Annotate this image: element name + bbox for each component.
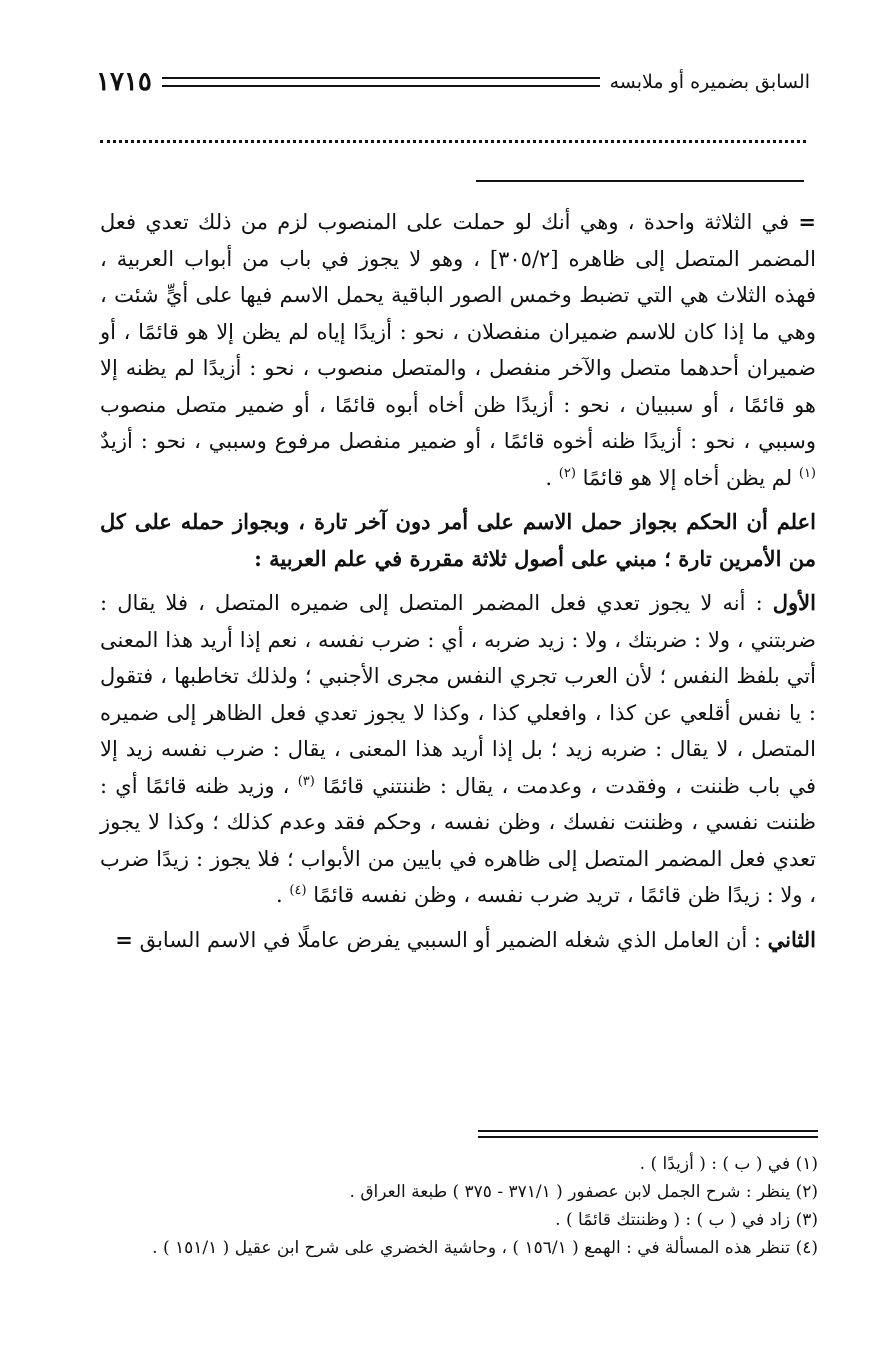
paragraph-1-end: .	[545, 465, 553, 490]
paragraph-principles	[100, 504, 816, 577]
main-text	[100, 204, 816, 958]
paragraph-1-tail: لم يظن أخاه إلا هو قائمًا	[582, 465, 793, 490]
paragraph-second-principle	[100, 922, 816, 959]
running-title: السابق بضميره أو ملابسه	[609, 71, 810, 93]
page-number: ١٧١٥	[96, 67, 152, 97]
paragraph-3-end: .	[276, 883, 283, 907]
footnote-3: (٣) زاد في ( ب ) : ( وظننتك قائمًا ) .	[555, 1210, 818, 1230]
paragraph-first-principle	[100, 585, 816, 914]
paragraph-4-text: : أن العامل الذي شغله الضمير أو السببي يفرض عاملًا في الاسم السابق	[139, 927, 761, 952]
paragraph-3-text: : أنه لا يجوز تعدي فعل المضمر المتصل إلى ضميره المتصل ، فلا يقال : ضربتني ، ولا : ضربتك ، ولا : زيد ضربه ، أي : ضرب نفسه ، نعم إذا أريد هذا المعنى أتي بلفظ النفس ؛ لأن العرب تجري النفس مجرى الأجنبي ؛ ولذلك تخاطبها ، فتقول : يا نفس أقلعي عن كذا ، وافعلي كذا ، وكذا لا يجوز تعدي فعل الظاهر إلى ضميره المتصل ، لا يقال : ضربه زيد ؛ بل إذا أريد هذا المعنى ، يقال : ضرب نفسه زيد إلا في باب ظننت ، وفقدت ، وعدمت ، يقال : ظننتني قائمًا	[100, 591, 816, 798]
footnotes	[100, 1150, 818, 1262]
first-principle-heading: الأول	[772, 590, 816, 615]
footnote-2: (٢) ينظر : شرح الجمل لابن عصفور ( ٣٧١/١ - ٣٧٥ ) طبعة العراق .	[349, 1182, 818, 1202]
paragraph-continuation	[100, 204, 816, 496]
continuation-mark-end: =	[115, 926, 133, 952]
paragraph-3-mid: ، وزيد ظنه قائمًا أي : ظننت نفسي ، وظننت نفسك ، وظن نفسه ، وحكم فقد وعدم كذلك ؛ وكذا لا يجوز تعدي فعل المضمر المتصل إلى ظاهره في بايين من الأبواب ؛ فلا يجوز : زيدًا ضرب ، ولا : زيدًا ظن قائمًا ، تريد ضرب نفسه ، وظن نفسه قائمًا	[100, 773, 816, 907]
footnote-ref-1: (١)	[798, 465, 816, 481]
page-header	[96, 62, 810, 102]
dotted-separator	[100, 140, 806, 143]
footnote-ref-3: (٣)	[297, 773, 315, 789]
footnote-1: (١) في ( ب ) : ( أزيدًا ) .	[639, 1154, 818, 1174]
footnote-ref-4: (٤)	[289, 883, 307, 898]
footnote-ref-2: (٢)	[558, 465, 576, 481]
header-rule	[162, 77, 600, 87]
footnote-4: (٤) تنظر هذه المسألة في : الهمع ( ١٥٦/١ ) ، وحاشية الخضري على شرح ابن عقيل ( ١٥١/١ ) .	[152, 1238, 818, 1258]
footnote-rule	[478, 1130, 818, 1138]
continuation-mark: =	[798, 209, 816, 234]
short-rule	[476, 180, 804, 182]
paragraph-1-text: في الثلاثة واحدة ، وهي أنك لو حملت على المنصوب لزم من ذلك تعدي فعل المضمر المتصل إلى ظاهره [٣٠٥/٢] ، وهو لا يجوز في باب من أبواب العربية ، فهذه الثلاث هي التي تضبط وخمس الصور الباقية يحمل الاسم فيها على أيٍّ شئت ، وهي ما إذا كان للاسم ضميران منفصلان ، نحو : أزيدًا إياه لم يظن إلا هو قائمًا ، أو ضميران أحدهما متصل والآخر منفصل ، والمتصل منصوب ، نحو : أزيدًا لم يظنه إلا هو قائمًا ، أو سببيان ، نحو : أزيدًا ظن أخاه أبوه قائمًا ، أو ضمير متصل منصوب وسببي ، نحو : أزيدًا ظنه أخوه قائمًا ، أو ضمير منفصل مرفوع وسببي ، نحو : أزيدٌ	[100, 210, 816, 453]
paragraph-2-text: اعلم أن الحكم بجواز حمل الاسم على أمر دون آخر تارة ، وبجواز حمله على كل من الأمرين تارة ؛ مبني على أصول ثلاثة مقررة في علم العربية :	[100, 509, 816, 571]
second-principle-heading: الثاني	[767, 926, 816, 952]
